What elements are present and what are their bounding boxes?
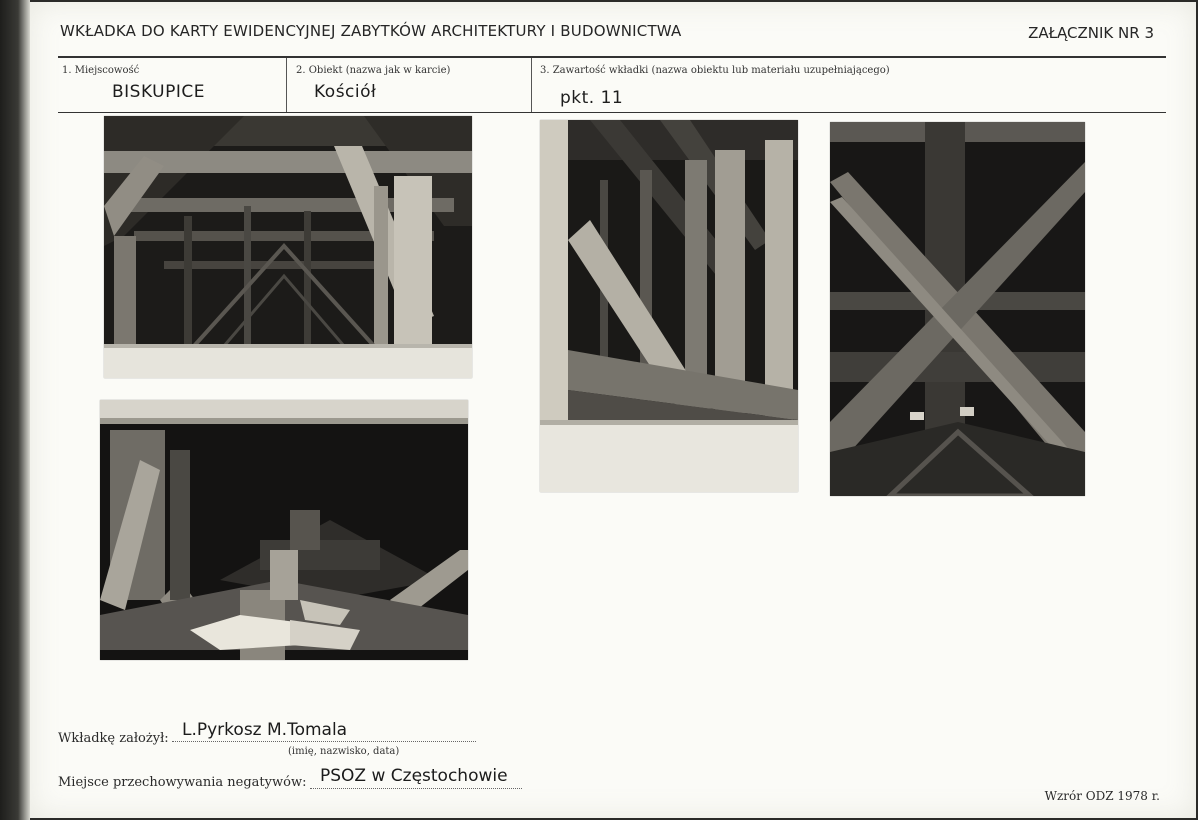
photo-cross-brace xyxy=(830,122,1085,496)
field-label-object: 2. Obiekt (nazwa jak w karcie) xyxy=(296,65,451,76)
author-value: L.Pyrkosz M.Tomala xyxy=(182,720,348,740)
document-title: WKŁADKA DO KARTY EWIDENCYJNEJ ZABYTKÓW ARCHITEKTURY I BUDOWNICTWA xyxy=(60,22,682,40)
field-label-locality: 1. Miejscowość xyxy=(62,65,140,76)
field-divider-2 xyxy=(531,58,532,112)
author-label: Wkładkę założył: xyxy=(58,731,169,746)
header-rule-top xyxy=(58,56,1166,58)
field-divider-1 xyxy=(286,58,287,112)
document-sheet xyxy=(30,2,1196,818)
template-reference: Wzrór ODZ 1978 r. xyxy=(1044,789,1160,803)
photo-roof-truss-1 xyxy=(104,116,472,378)
storage-dotted-line xyxy=(310,788,522,789)
photo-roof-truss-2 xyxy=(100,400,468,660)
header-rule-bottom xyxy=(58,112,1166,113)
field-value-contents: pkt. 11 xyxy=(560,88,624,108)
binder-edge xyxy=(0,0,30,820)
field-value-object: Kościół xyxy=(314,82,377,102)
storage-value: PSOZ w Częstochowie xyxy=(320,766,508,786)
photo-roof-truss-3 xyxy=(540,120,798,492)
annex-number: ZAŁĄCZNIK NR 3 xyxy=(1028,24,1154,42)
storage-label: Miejsce przechowywania negatywów: xyxy=(58,775,307,790)
author-dotted-line xyxy=(172,741,476,742)
field-value-locality: BISKUPICE xyxy=(112,82,205,102)
author-caption: (imię, nazwisko, data) xyxy=(288,746,400,757)
field-label-contents: 3. Zawartość wkładki (nazwa obiektu lub materiału uzupełniającego) xyxy=(540,65,890,76)
